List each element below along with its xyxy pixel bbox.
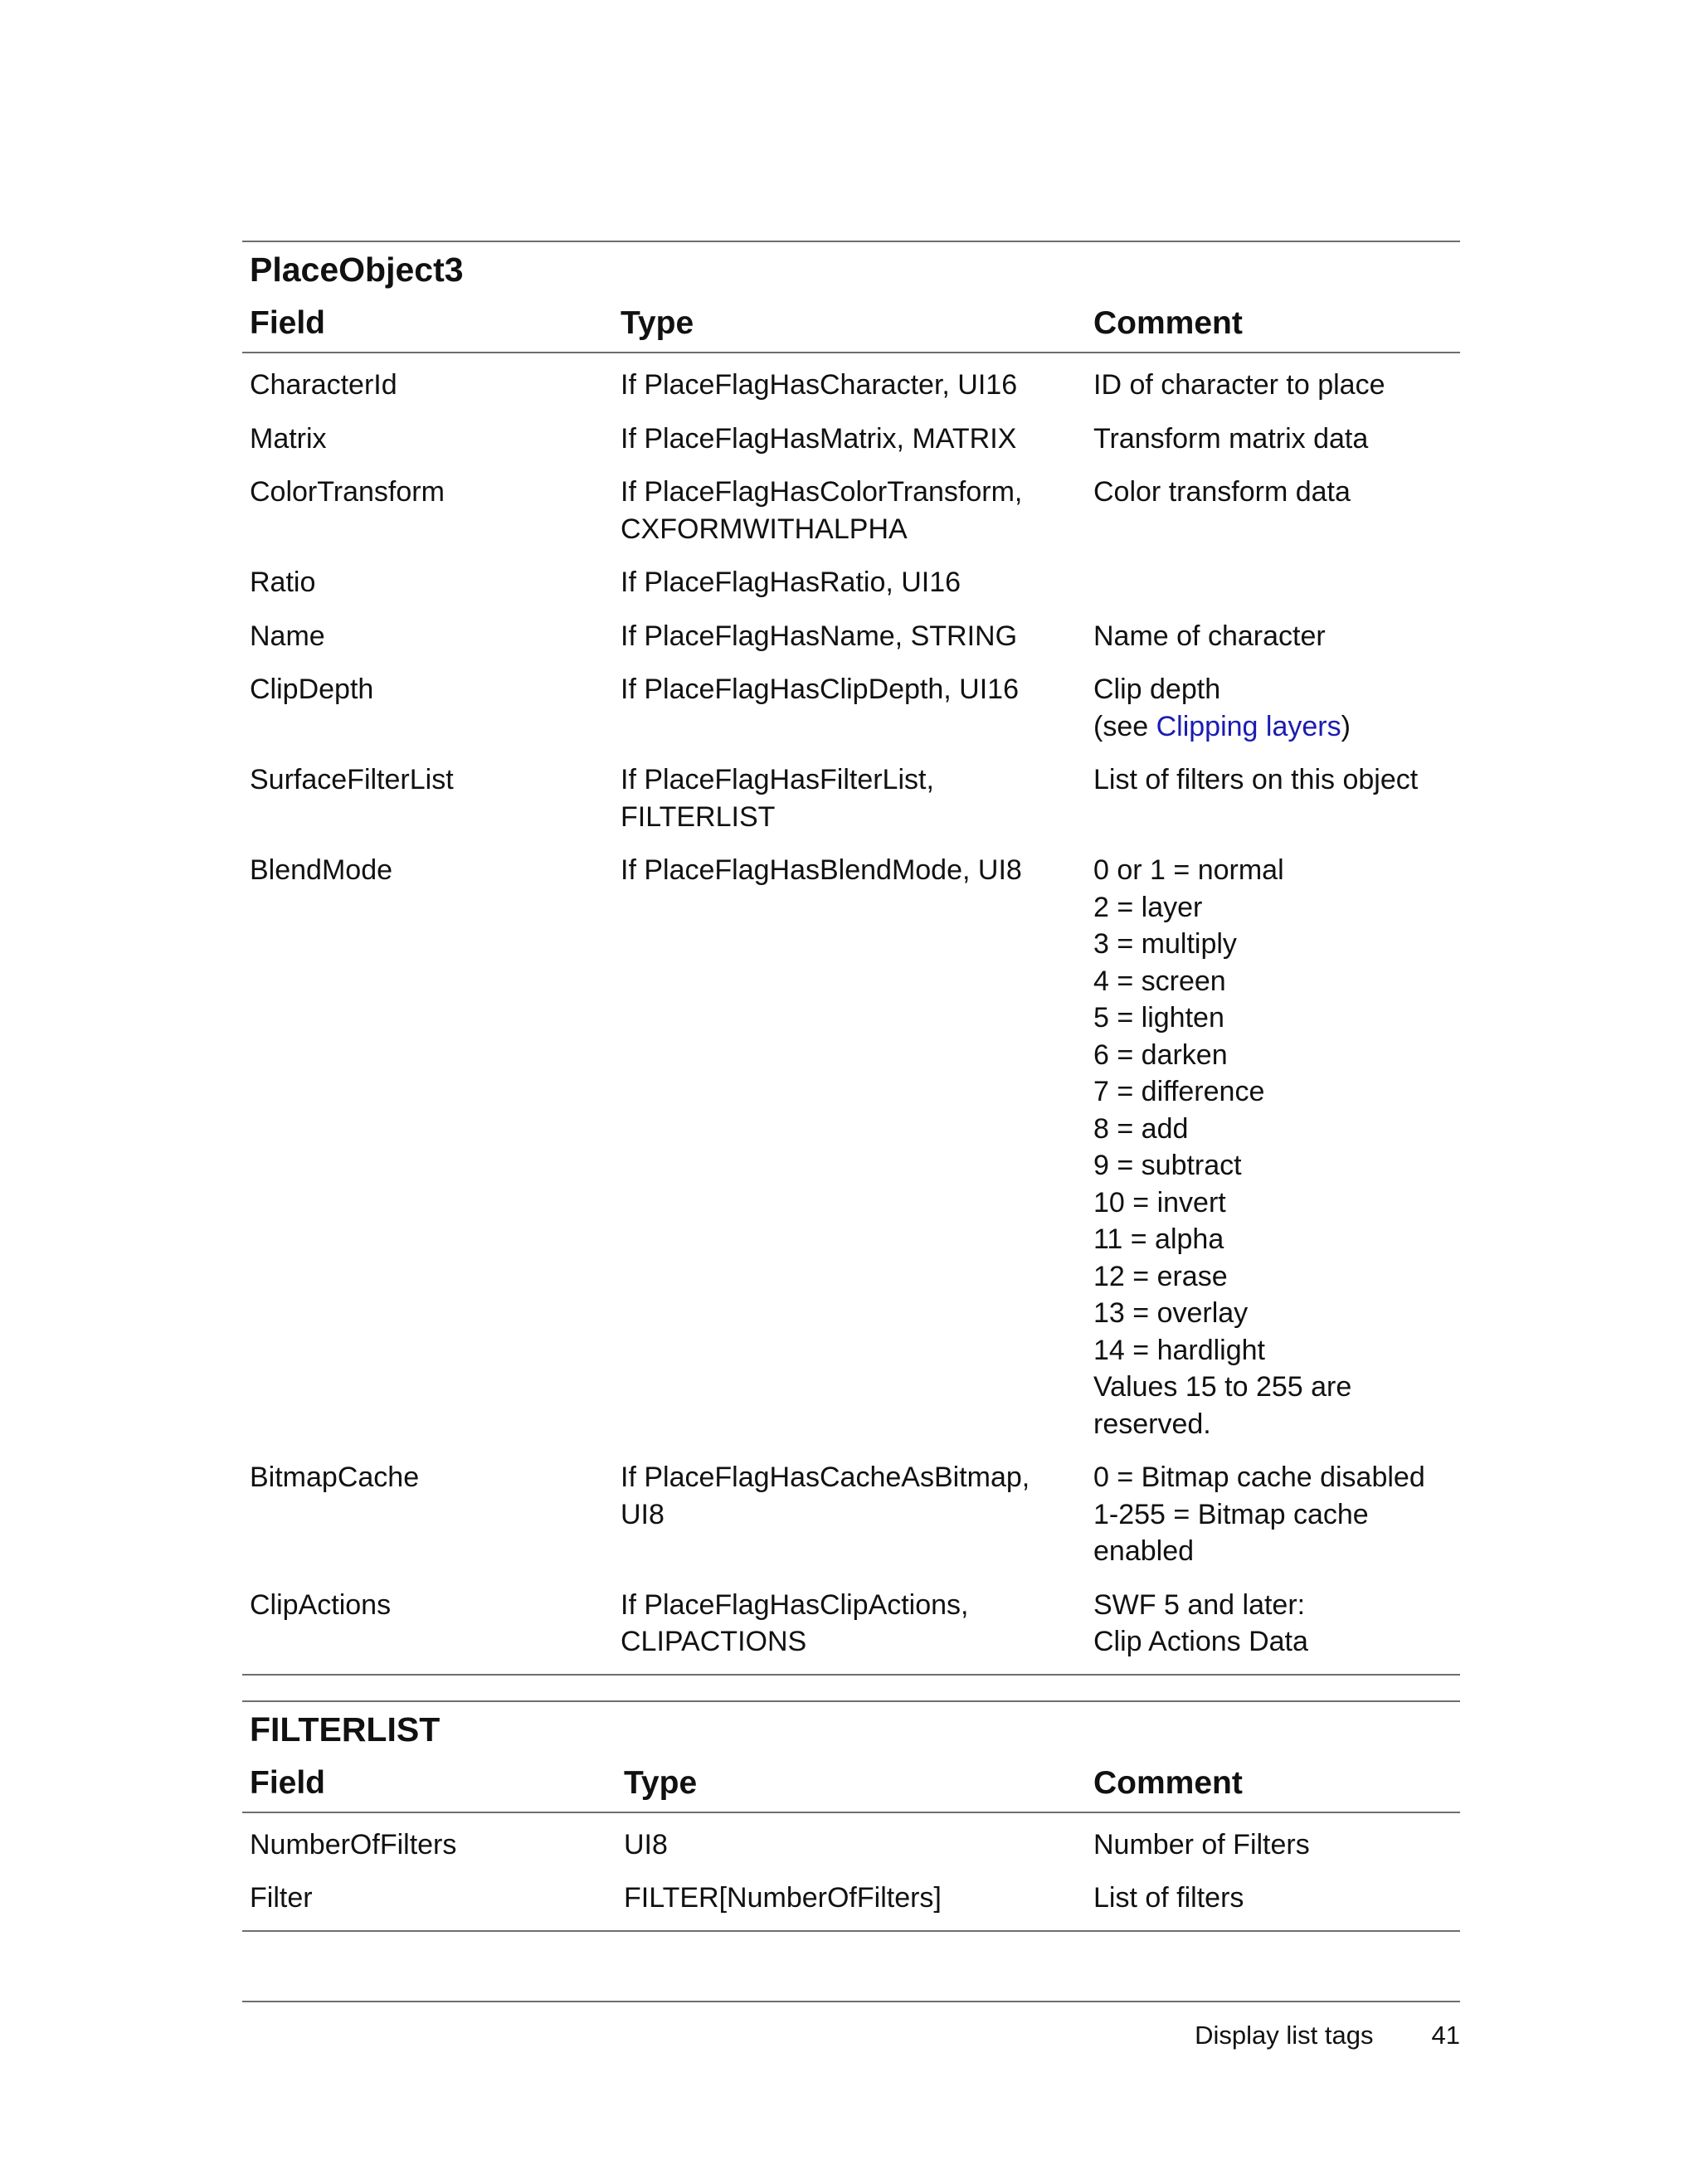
table-row: [242, 1578, 1460, 1669]
type-line: If PlaceFlagHasClipDepth, UI16: [621, 674, 1020, 705]
comment-line: 14 = hardlight: [1093, 1334, 1265, 1366]
comment-cell: [1093, 367, 1460, 404]
table-title: FILTERLIST: [250, 1710, 441, 1749]
comment-line: Color transform data: [1093, 476, 1351, 508]
header-field: Field: [250, 1764, 326, 1801]
type-line: If PlaceFlagHasCacheAsBitmap,: [621, 1462, 1030, 1493]
comment-line: Clip depth: [1093, 674, 1221, 705]
type-line: If PlaceFlagHasName, STRING: [621, 620, 1018, 652]
type-line: If PlaceFlagHasFilterList,: [621, 764, 934, 795]
type-line: FILTERLIST: [621, 800, 776, 833]
comment-line: 5 = lighten: [1093, 1002, 1224, 1034]
type-line: CLIPACTIONS: [621, 1626, 807, 1657]
table-row: [242, 610, 1460, 664]
type-cell: [621, 1587, 1093, 1661]
field-cell: Ratio: [250, 567, 316, 598]
link-prefix: (see: [1093, 710, 1156, 742]
header-comment: Comment: [1093, 305, 1243, 341]
type-line: If PlaceFlagHasClipActions,: [621, 1588, 969, 1621]
comment-line: Values 15 to 255 are: [1093, 1371, 1352, 1403]
type-line: UI8: [624, 1828, 668, 1861]
table-row: [242, 1818, 1460, 1872]
page-number: 41: [1431, 2021, 1460, 2050]
comment-line: 9 = subtract: [1093, 1150, 1242, 1181]
table-row: [242, 556, 1460, 610]
comment-cell: [1093, 671, 1460, 745]
type-line: UI8: [621, 1498, 665, 1530]
type-line: If PlaceFlagHasMatrix, MATRIX: [621, 422, 1017, 455]
comment-line: reserved.: [1093, 1408, 1211, 1440]
type-cell: [621, 421, 1093, 458]
type-line: If PlaceFlagHasCharacter, UI16: [621, 369, 1018, 401]
table-row: [242, 358, 1460, 412]
comment-line: 6 = darken: [1093, 1038, 1228, 1071]
type-cell: [621, 852, 1093, 1442]
field-cell: CharacterId: [250, 369, 397, 401]
comment-cell: [1093, 1459, 1460, 1570]
comment-line: 3 = multiply: [1093, 928, 1237, 960]
page-footer: [242, 2001, 1460, 2050]
field-cell: SurfaceFilterList: [250, 764, 454, 795]
comment-cell: [1093, 1587, 1460, 1661]
table-body: [242, 353, 1460, 1674]
type-cell: [621, 474, 1093, 547]
comment-line: 11 = alpha: [1093, 1223, 1224, 1255]
filterlist-table: [242, 1700, 1460, 1932]
comment-line: 1-255 = Bitmap cache: [1093, 1498, 1369, 1530]
type-line: If PlaceFlagHasBlendMode, UI8: [621, 854, 1022, 886]
table-row: [242, 663, 1460, 753]
type-line: FILTER[NumberOfFilters]: [624, 1882, 942, 1914]
table-row: [242, 844, 1460, 1451]
comment-cell: [1093, 1826, 1460, 1864]
comment-line: 12 = erase: [1093, 1260, 1228, 1292]
table-header: [242, 1757, 1460, 1813]
table-row: [242, 1871, 1460, 1925]
comment-line: ID of character to place: [1093, 369, 1385, 401]
comment-cell: [1093, 474, 1460, 547]
comment-line: 8 = add: [1093, 1112, 1189, 1145]
table-header: [242, 297, 1460, 353]
comment-line: 10 = invert: [1093, 1186, 1226, 1218]
table-row: [242, 1451, 1460, 1578]
field-cell: ClipDepth: [250, 674, 374, 705]
header-type: Type: [624, 1764, 698, 1801]
comment-line: 13 = overlay: [1093, 1297, 1249, 1329]
field-cell: BlendMode: [250, 854, 393, 886]
comment-line: 0 = Bitmap cache disabled: [1093, 1462, 1425, 1493]
clipping-layers-link[interactable]: Clipping layers: [1156, 710, 1341, 742]
comment-line: List of filters on this object: [1093, 764, 1419, 795]
comment-line: SWF 5 and later:: [1093, 1588, 1306, 1621]
type-line: If PlaceFlagHasRatio, UI16: [621, 567, 961, 598]
comment-cell: [1093, 761, 1460, 835]
comment-line: 2 = layer: [1093, 891, 1203, 923]
comment-cell: [1093, 618, 1460, 655]
footer-section-title: Display list tags: [1195, 2021, 1374, 2050]
header-comment: Comment: [1093, 1764, 1243, 1801]
comment-cell: [1093, 421, 1460, 458]
table-row: [242, 465, 1460, 556]
comment-line: enabled: [1093, 1535, 1195, 1567]
comment-line: Name of character: [1093, 620, 1326, 652]
table-row: [242, 412, 1460, 466]
type-cell: [621, 671, 1093, 745]
field-cell: ColorTransform: [250, 476, 445, 508]
table-row: [242, 753, 1460, 844]
type-cell: [621, 618, 1093, 655]
comment-line: 7 = difference: [1093, 1076, 1265, 1107]
type-cell: [621, 1459, 1093, 1570]
comment-cell: [1093, 852, 1460, 1442]
field-cell: Name: [250, 620, 325, 652]
type-cell: [621, 367, 1093, 404]
table-body: [242, 1813, 1460, 1930]
comment-line: Clip Actions Data: [1093, 1626, 1308, 1657]
type-cell: [624, 1880, 1093, 1917]
type-line: If PlaceFlagHasColorTransform,: [621, 476, 1023, 508]
comment-line: Number of Filters: [1093, 1828, 1310, 1861]
type-cell: [621, 564, 1093, 601]
type-cell: [621, 761, 1093, 835]
field-cell: Matrix: [250, 422, 327, 455]
comment-cell: [1093, 1880, 1460, 1917]
placeobject3-table: [242, 241, 1460, 1676]
field-cell: NumberOfFilters: [250, 1828, 457, 1861]
field-cell: ClipActions: [250, 1588, 392, 1621]
header-type: Type: [621, 305, 694, 341]
type-cell: [624, 1826, 1093, 1864]
page-content: [242, 241, 1460, 1932]
header-field: Field: [250, 305, 326, 341]
field-cell: BitmapCache: [250, 1462, 420, 1493]
table-title: PlaceObject3: [250, 251, 464, 289]
comment-line: [1093, 708, 1460, 746]
comment-cell: [1093, 564, 1460, 601]
link-suffix: ): [1341, 710, 1351, 742]
field-cell: Filter: [250, 1882, 313, 1914]
comment-line: List of filters: [1093, 1882, 1244, 1914]
comment-line: 4 = screen: [1093, 965, 1226, 997]
type-line: CXFORMWITHALPHA: [621, 513, 908, 545]
comment-line: Transform matrix data: [1093, 422, 1369, 455]
comment-line: 0 or 1 = normal: [1093, 854, 1284, 886]
